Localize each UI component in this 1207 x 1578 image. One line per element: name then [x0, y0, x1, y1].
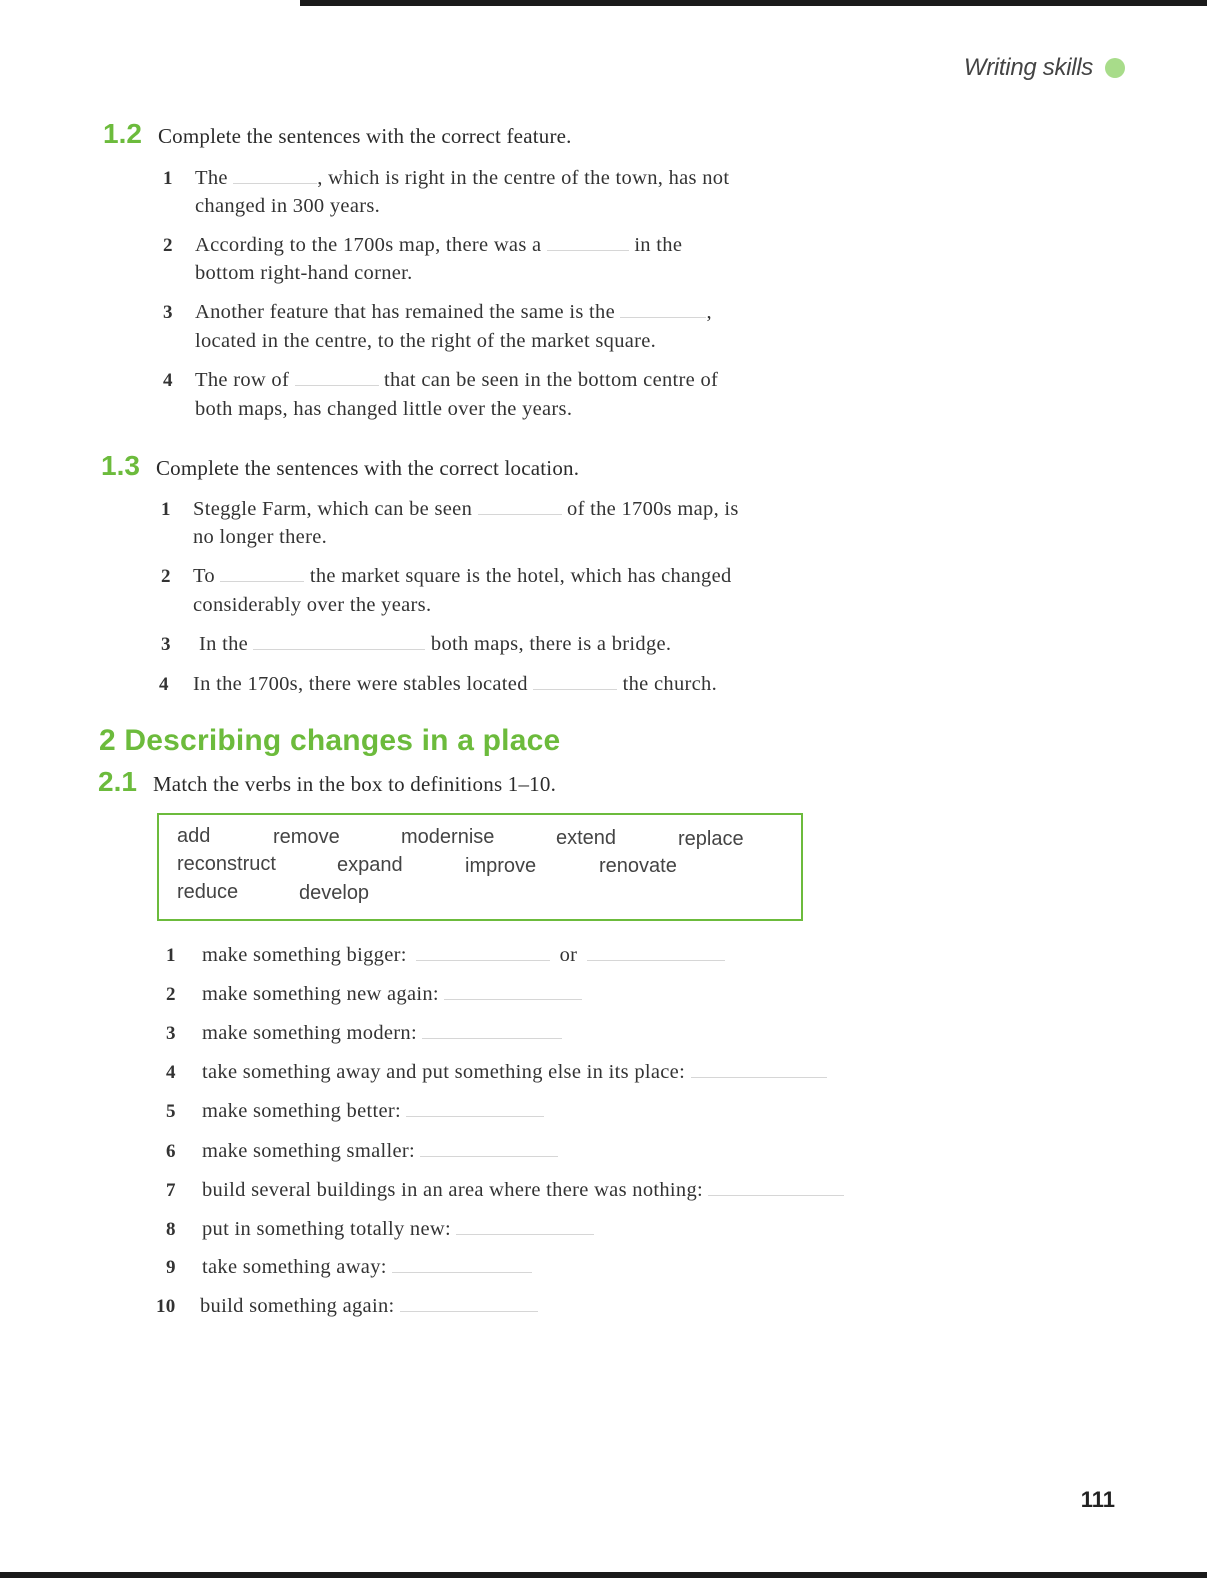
answer-blank[interactable] — [233, 165, 317, 184]
item-text: make something new again: — [202, 983, 439, 1005]
item-text: make something modern: — [202, 1022, 417, 1044]
item-text: build something again: — [200, 1295, 395, 1317]
item-number: 1 — [161, 499, 171, 520]
item-number: 7 — [166, 1180, 176, 1201]
answer-blank[interactable] — [220, 563, 304, 582]
exercise-number: 2.1 — [98, 766, 137, 797]
item-number: 3 — [163, 302, 173, 323]
item-text: put in something totally new: — [202, 1218, 451, 1240]
answer-blank[interactable] — [533, 671, 617, 690]
ex-2-1-item-3 — [166, 1019, 562, 1048]
ex-1-3-item-1 — [161, 495, 739, 524]
answer-blank[interactable] — [691, 1059, 827, 1078]
verb-word: extend — [556, 827, 617, 849]
verb-word: improve — [465, 855, 537, 877]
exercise-instruction: Complete the sentences with the correct feature. — [157, 124, 572, 148]
item-text: make something better: — [202, 1100, 402, 1122]
item-text: take something away: — [202, 1256, 387, 1278]
exercise-number: 1.3 — [101, 450, 140, 481]
ex-1-2-item-4-cont: both maps, has changed little over the years. — [195, 398, 573, 420]
item-number: 6 — [166, 1141, 176, 1162]
item-number: 2 — [166, 984, 176, 1005]
item-text: The row of — [195, 369, 290, 391]
item-number: 8 — [166, 1219, 176, 1240]
item-text: make something bigger: — [202, 944, 407, 966]
ex-2-1-item-5 — [166, 1097, 544, 1126]
verb-word: expand — [337, 854, 403, 876]
ex-1-2-item-4 — [163, 366, 718, 395]
item-text: of the 1700s map, is — [567, 498, 739, 520]
answer-blank[interactable] — [416, 942, 550, 961]
answer-blank[interactable] — [422, 1020, 562, 1039]
answer-blank[interactable] — [547, 232, 629, 251]
ex-2-1-item-7 — [166, 1176, 844, 1205]
item-text: take something away and put something else in its place: — [202, 1061, 686, 1083]
or-label: or — [559, 944, 578, 966]
item-number: 4 — [159, 674, 169, 695]
answer-blank[interactable] — [456, 1216, 594, 1235]
item-number: 1 — [163, 168, 173, 189]
answer-blank[interactable] — [708, 1177, 844, 1196]
answer-blank[interactable] — [587, 942, 725, 961]
ex-1-2-item-3 — [163, 298, 712, 327]
ex-1-3-item-1-cont: no longer there. — [193, 526, 328, 548]
ex-1-2-item-1-cont: changed in 300 years. — [195, 195, 381, 217]
verb-word: remove — [273, 826, 340, 848]
ex-2-1-item-4 — [166, 1058, 827, 1087]
item-text: build several buildings in an area where there was nothing: — [202, 1179, 704, 1201]
exercise-2-1-header — [98, 766, 556, 798]
item-number: 1 — [166, 945, 176, 966]
item-text: The — [195, 167, 228, 189]
item-number: 4 — [166, 1062, 176, 1083]
answer-blank[interactable] — [400, 1293, 538, 1312]
item-number: 2 — [161, 566, 171, 587]
item-text: make something smaller: — [202, 1140, 415, 1162]
exercise-instruction: Complete the sentences with the correct location. — [155, 456, 580, 480]
item-number: 3 — [161, 634, 171, 655]
green-dot-icon — [1105, 58, 1125, 78]
item-text: the church. — [622, 673, 718, 695]
ex-1-2-item-1 — [163, 164, 729, 193]
item-number: 9 — [166, 1257, 176, 1278]
verb-word: add — [177, 825, 211, 847]
exercise-1-2-header — [103, 118, 572, 150]
ex-2-1-item-2 — [166, 980, 582, 1009]
item-text: both maps, there is a bridge. — [430, 633, 672, 655]
exercise-instruction: Match the verbs in the box to definitions 1–10. — [152, 772, 557, 796]
ex-2-1-item-1 — [166, 941, 725, 970]
item-number: 10 — [156, 1296, 176, 1317]
ex-1-3-item-2 — [161, 562, 732, 591]
verb-box — [157, 813, 803, 921]
page-number: 111 — [1080, 1487, 1115, 1512]
item-text: , which is right in the centre of the town, has not — [317, 167, 730, 189]
answer-blank[interactable] — [478, 496, 562, 515]
item-text: In the — [199, 633, 249, 655]
verb-word: reduce — [177, 881, 239, 903]
answer-blank[interactable] — [253, 631, 425, 650]
verb-word: modernise — [401, 826, 495, 848]
verb-word: develop — [299, 882, 370, 904]
answer-blank[interactable] — [444, 981, 582, 1000]
ex-2-1-item-8 — [166, 1215, 594, 1244]
ex-2-1-item-6 — [166, 1137, 558, 1166]
answer-blank[interactable] — [295, 367, 379, 386]
ex-1-2-item-3-cont: located in the centre, to the right of the market square. — [195, 330, 657, 352]
ex-1-2-item-2 — [163, 231, 682, 260]
running-head-title: Writing skills — [963, 54, 1093, 81]
exercise-1-3-header — [101, 450, 579, 482]
item-text: According to the 1700s map, there was a — [195, 234, 542, 256]
verb-word: renovate — [599, 855, 677, 877]
answer-blank[interactable] — [406, 1098, 544, 1117]
bottom-rule — [0, 1572, 1207, 1578]
item-text: Another feature that has remained the same is the — [195, 301, 615, 323]
item-number: 3 — [166, 1023, 176, 1044]
item-text: , — [706, 301, 712, 323]
answer-blank[interactable] — [392, 1254, 532, 1273]
item-text: In the 1700s, there were stables located — [193, 673, 528, 695]
ex-1-3-item-2-cont: considerably over the years. — [193, 594, 432, 616]
ex-1-3-item-3 — [161, 630, 671, 659]
ex-2-1-item-9 — [166, 1253, 532, 1282]
ex-1-2-item-2-cont: bottom right-hand corner. — [195, 262, 413, 284]
exercise-number: 1.2 — [103, 118, 142, 149]
item-text: in the — [634, 234, 683, 256]
answer-blank[interactable] — [620, 299, 706, 318]
item-number: 4 — [163, 370, 173, 391]
verb-word: replace — [678, 828, 744, 850]
section-title: 2 Describing changes in a place — [99, 724, 561, 757]
running-head — [964, 54, 1125, 82]
top-rule — [300, 0, 1207, 6]
answer-blank[interactable] — [420, 1138, 558, 1157]
ex-2-1-item-10 — [156, 1292, 538, 1321]
item-text: the market square is the hotel, which has changed — [309, 565, 732, 587]
item-number: 5 — [166, 1101, 176, 1122]
item-text: To — [193, 565, 215, 587]
ex-1-3-item-4 — [159, 670, 717, 699]
item-text: that can be seen in the bottom centre of — [383, 369, 719, 391]
item-number: 2 — [163, 235, 173, 256]
verb-word: reconstruct — [177, 853, 276, 875]
item-text: Steggle Farm, which can be seen — [193, 498, 473, 520]
